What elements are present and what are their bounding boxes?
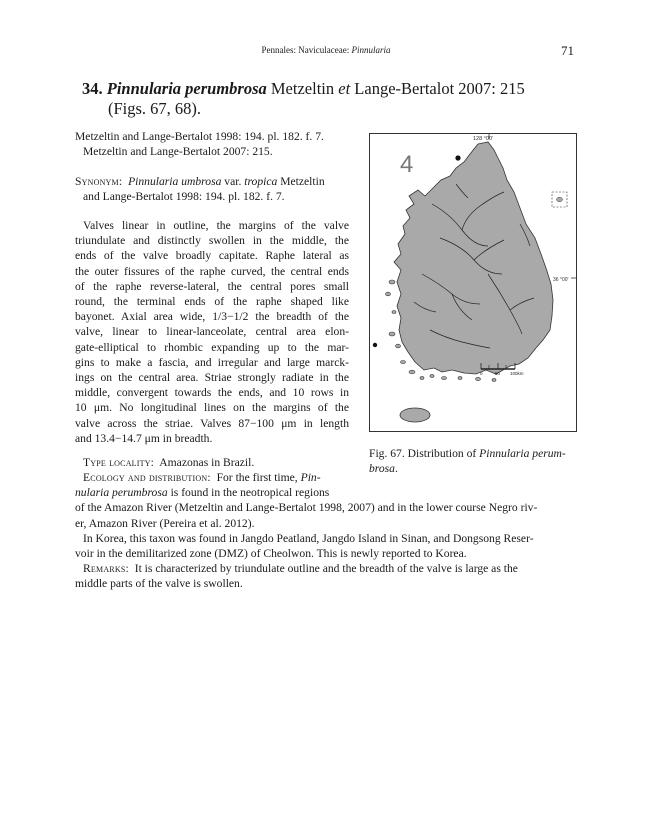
description-line: bayonet. Axial area wide, 1/3−1/2 the breadth of the [75,310,349,324]
references [75,129,324,159]
distribution-map-figure [369,133,577,432]
reference-line: Metzeltin and Lange-Bertalot 2007: 215. [83,145,273,159]
figure-reference: (Figs. 67, 68). [108,99,202,118]
description-line: round, the terminal ends of the raphe shaped like [75,295,349,309]
svg-text:100km: 100km [510,371,524,376]
ecology-section: Ecology and distribution: For the first time, Pin- nularia perumbrosa is found in the neotropical regions of the Amazon River (Metzeltin and Lange-Bertalot 1998, 2007) and in the lower course Negro riv- er, Amazon River (Pereira et al. 2012). [75,471,538,530]
description-line: valve across the striae. Valves 87−100 μm in length [75,416,349,430]
description-line: of the raphe reverse-lateral, the central pores small [75,279,349,293]
ecology-label: Ecology and distribution: [83,471,211,484]
description-line: the outer fissures of the raphe curved, the central ends [75,264,349,278]
description-line: ings on the central area. Striae strongly radiate in the [75,371,349,385]
description-line: triundulate and distinctly swollen in the middle, the [75,234,349,248]
jeju-island [400,408,430,422]
description-line: Valves linear in outline, the margins of the valve [83,219,349,232]
svg-text:0: 0 [480,371,483,376]
description-line: ends of the valve broadly capitate. Raphe lateral as [75,249,349,263]
type-locality-label: Type locality: [83,456,155,469]
korea-map [370,134,576,431]
figure-caption: Fig. 67. Distribution of Pinnularia perum- brosa. [369,447,566,476]
type-locality: Type locality: Amazonas in Brazil. [83,456,255,469]
panel-number: 4 [400,151,414,178]
description-line: valve, linear to linear-lanceolate, central area elon- [75,325,349,339]
korea-paragraph: In Korea, this taxon was found in Jangdo Peatland, Jangdo Island in Sinan, and Dongsong Reser- voir in the demilitarized zone (DMZ) of Cheolwon. This is newly reported to Korea. [75,532,534,561]
description-paragraph [75,218,349,446]
description-line: and 13.4−14.7 μm in breadth. [75,431,213,445]
ulleungdo-island [557,197,563,201]
korea-landmass [394,142,553,374]
remarks-section: Remarks: It is characterized by triundulate outline and the breadth of the valve is large as the middle parts of the valve is swollen. [75,562,518,591]
remarks-label: Remarks: [83,562,129,575]
description-line: middle, convergent towards the ends, and 10 rows in [75,386,349,400]
reference-line: Metzeltin and Lange-Bertalot 1998: 194. pl. 182. f. 7. [75,130,324,143]
site-jangdo-island [373,343,377,347]
running-title: Pennales: Naviculaceae: Pinnularia [261,45,391,55]
synonym-label: Synonym: [75,175,123,188]
synonym-section: Synonym: Pinnularia umbrosa var. tropica Metzeltin and Lange-Bertalot 1998: 194. pl. 182. f. 7. [75,175,325,204]
site-dongsong-reservoir [455,155,460,160]
svg-text:50: 50 [495,371,501,376]
latitude-label: 36 °00' [553,277,569,283]
description-line: gate-elliptical to rhombic expanding up to the mar- [75,340,349,354]
description-line: gins to make a fascia, and irregular and large marck- [75,355,349,369]
page-number: 71 [561,43,574,58]
longitude-label: 128 °00' [473,136,494,142]
species-title: 34. Pinnularia perumbrosa Metzeltin et Lange-Bertalot 2007: 215 (Figs. 67, 68). [82,79,525,118]
description-line: 10 μm. No longitudinal lines on the margins of the [75,401,349,415]
